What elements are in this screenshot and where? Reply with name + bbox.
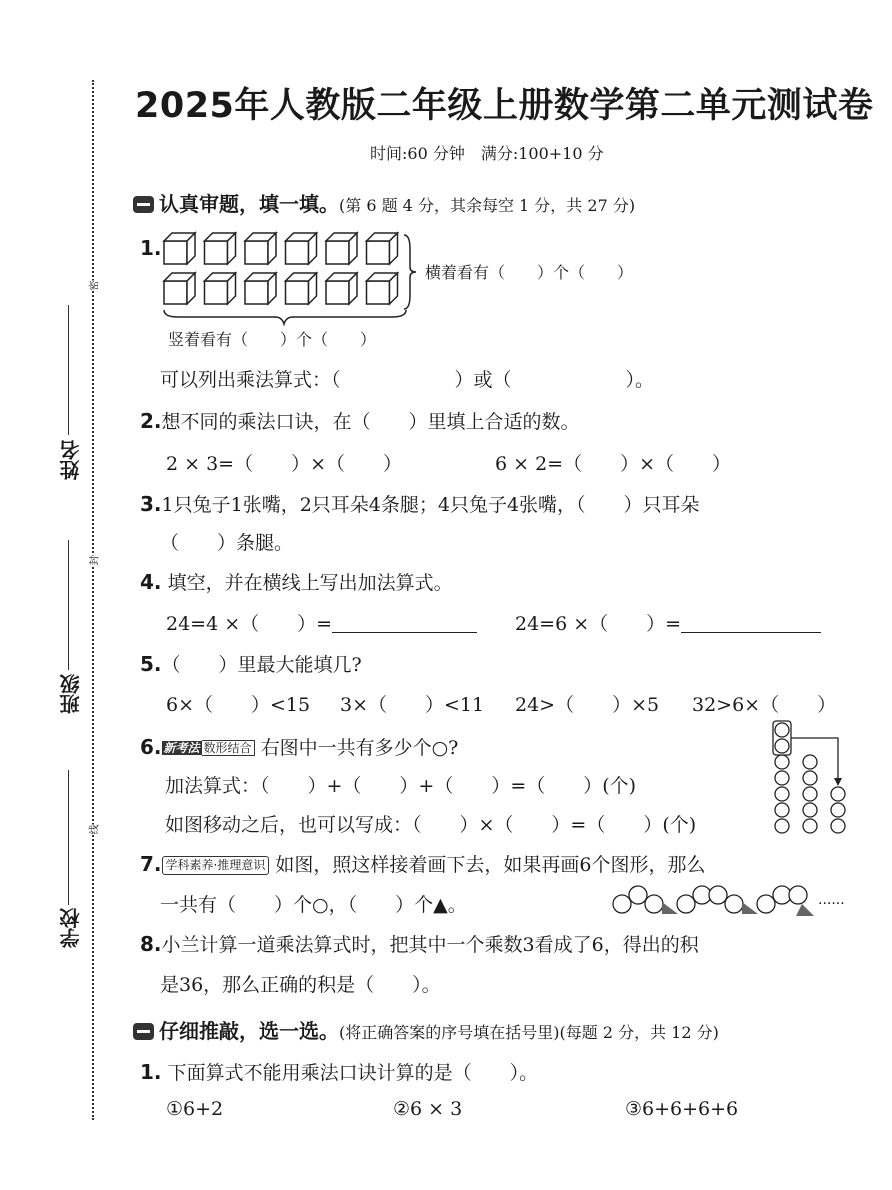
cube bbox=[326, 233, 357, 264]
pattern-circles bbox=[613, 886, 807, 913]
name-label: 姓名 bbox=[59, 440, 83, 480]
q5-line bbox=[140, 650, 362, 677]
q8-line1 bbox=[140, 930, 699, 957]
s2q1-text: 下面算式不能用乘法口诀计算的是（ ）。 bbox=[167, 1062, 539, 1084]
q4-number: 4. bbox=[140, 570, 162, 594]
q5-number: 5. bbox=[140, 652, 162, 676]
q5-item-4: 32>6×（ ） bbox=[692, 694, 837, 716]
section1-title: 认真审题，填一填。 bbox=[159, 192, 339, 216]
q7-line1 bbox=[140, 850, 705, 877]
section-one-icon bbox=[133, 196, 154, 213]
q3-line1 bbox=[140, 490, 700, 517]
q5-item-2: 3×（ ）<11 bbox=[340, 694, 485, 716]
q7-text1: 如图，照这样接着画下去，如果再画6个图形，那么 bbox=[275, 854, 706, 876]
q2-text: 想不同的乘法口诀，在（ ）里填上合适的数。 bbox=[161, 411, 580, 433]
exam-subtitle: 时间:60 分钟 满分:100+10 分 bbox=[370, 144, 604, 163]
s2q1-option-1[interactable]: ①6+2 bbox=[166, 1098, 224, 1120]
seal-mark-mi: 密 bbox=[86, 281, 101, 291]
cube bbox=[286, 233, 317, 264]
q8-text1: 小兰计算一道乘法算式时，把其中一个乘数3看成了6，得出的积 bbox=[161, 934, 699, 956]
q2-b: 6 × 2=（ ）×（ ） bbox=[495, 453, 732, 475]
page-title: 2025年人教版二年级上册数学第二单元测试卷 bbox=[135, 86, 874, 126]
cube bbox=[164, 273, 195, 304]
cube bbox=[245, 273, 276, 304]
q2-number: 2. bbox=[140, 409, 162, 433]
q4-a-text: 24=4 ×（ ）= bbox=[166, 613, 333, 635]
school-label: 学校 bbox=[59, 908, 83, 948]
q3-text1: 1只兔子1张嘴，2只耳朵4条腿；4只兔子4张嘴，（ ）只耳朵 bbox=[161, 494, 700, 516]
circle-figure bbox=[765, 720, 855, 840]
q7-line2: 一共有（ ）个○，（ ）个▲。 bbox=[160, 894, 467, 916]
right-brace bbox=[404, 235, 416, 309]
q5-item-3: 24>（ ）×5 bbox=[515, 694, 660, 716]
section1-heading bbox=[133, 188, 635, 217]
cube bbox=[245, 233, 276, 264]
cube bbox=[286, 273, 317, 304]
q5-text: （ ）里最大能填几? bbox=[161, 654, 362, 676]
literacy-tag: 学科素养·推理意识 bbox=[162, 856, 270, 875]
bottom-brace bbox=[160, 308, 410, 328]
q6-number: 6. bbox=[140, 735, 162, 759]
q2-line bbox=[140, 407, 580, 434]
seal-mark-feng: 封 bbox=[86, 556, 101, 566]
s2q1-number: 1. bbox=[140, 1060, 162, 1084]
q1-formula: 可以列出乘法算式：（ ）或（ ）。 bbox=[160, 369, 655, 391]
pattern-figure bbox=[608, 880, 818, 920]
seal-mark-xian: 线 bbox=[86, 825, 101, 835]
cube-grid-figure bbox=[160, 229, 420, 314]
q5-item-1: 6×（ ）<15 bbox=[166, 694, 311, 716]
q4-b-answer-line[interactable] bbox=[681, 632, 821, 633]
cube bbox=[205, 273, 236, 304]
q8-line2: 是36，那么正确的积是（ ）。 bbox=[160, 974, 441, 996]
q4-text: 填空，并在横线上写出加法算式。 bbox=[167, 572, 453, 594]
s2q1-option-3[interactable]: ③6+6+6+6 bbox=[625, 1098, 739, 1120]
cube bbox=[367, 273, 398, 304]
section-two-icon bbox=[133, 1023, 154, 1040]
q1-vertical: 竖着看有（ ）个（ ） bbox=[168, 330, 377, 349]
cube bbox=[164, 233, 195, 264]
q6-text: 右图中一共有多少个○? bbox=[260, 737, 459, 759]
q4-a bbox=[166, 609, 477, 636]
name-write-line[interactable] bbox=[68, 305, 69, 435]
section1-note: (第 6 题 4 分，其余每空 1 分，共 27 分) bbox=[339, 196, 636, 215]
s2q1-line bbox=[140, 1058, 538, 1085]
q4-b bbox=[515, 609, 821, 636]
q2-a: 2 × 3=（ ）×（ ） bbox=[166, 453, 403, 475]
school-write-line[interactable] bbox=[68, 770, 69, 905]
q1-number: 1. bbox=[140, 236, 162, 260]
cube bbox=[326, 273, 357, 304]
q7-number: 7. bbox=[140, 852, 162, 876]
q4-line bbox=[140, 568, 453, 595]
class-write-line[interactable] bbox=[68, 540, 69, 670]
new-method-tag-ink: 新考法 bbox=[163, 741, 200, 755]
q3-number: 3. bbox=[140, 492, 162, 516]
cube bbox=[367, 233, 398, 264]
q4-b-text: 24=6 ×（ ）= bbox=[515, 613, 682, 635]
q4-a-answer-line[interactable] bbox=[332, 632, 477, 633]
cube-rows bbox=[164, 233, 398, 304]
section2-title: 仔细推敲，选一选。 bbox=[159, 1019, 339, 1043]
section2-note: (将正确答案的序号填在括号里)(每题 2 分，共 12 分) bbox=[339, 1023, 719, 1042]
q6-line bbox=[140, 733, 458, 760]
cube bbox=[205, 233, 236, 264]
q3-line2: （ ）条腿。 bbox=[160, 532, 294, 554]
section2-heading bbox=[133, 1015, 719, 1044]
s2q1-option-2[interactable]: ②6 × 3 bbox=[393, 1098, 463, 1120]
binding-dotted-line bbox=[92, 80, 94, 1120]
q1-horizontal: 横着看有（ ）个（ ） bbox=[425, 263, 634, 282]
move-arrow-head bbox=[834, 778, 842, 786]
pattern-ellipsis: ...... bbox=[818, 892, 845, 908]
q6-mul: 如图移动之后，也可以写成：（ ）×（ ）=（ ）(个) bbox=[165, 814, 697, 836]
new-method-tag-rest: 数形结合 bbox=[202, 740, 255, 756]
q8-number: 8. bbox=[140, 932, 162, 956]
class-label: 班级 bbox=[59, 674, 83, 714]
new-method-tag bbox=[162, 740, 255, 757]
q6-add: 加法算式：（ ）+（ ）+（ ）=（ ）(个) bbox=[165, 775, 637, 797]
